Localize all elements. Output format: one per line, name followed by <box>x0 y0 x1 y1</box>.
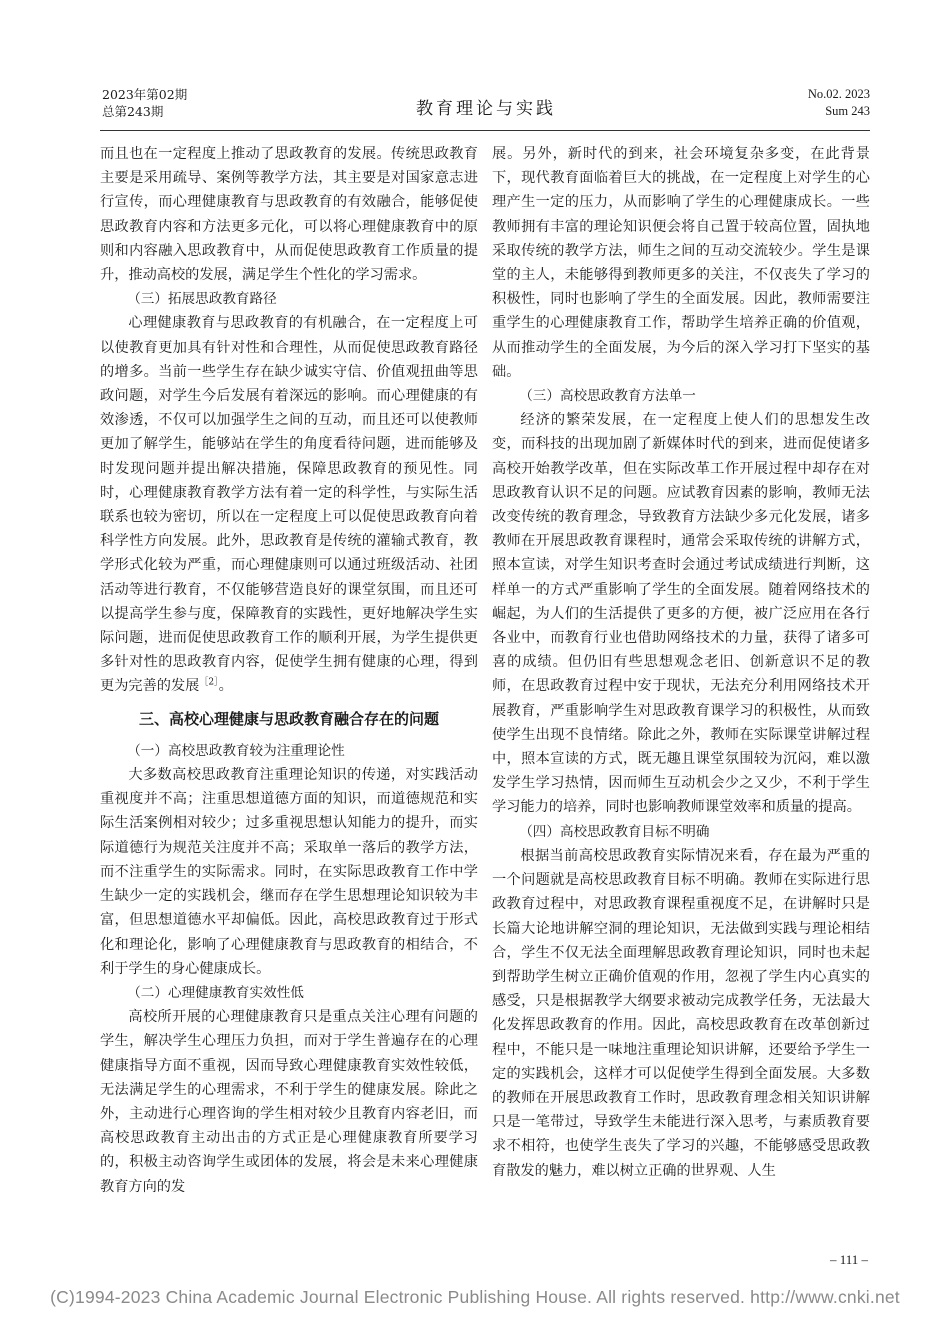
right-column <box>492 142 870 1183</box>
header-rule <box>100 130 870 131</box>
left-column <box>100 142 478 1199</box>
running-header <box>102 86 870 130</box>
total-issue: 总第243期 <box>102 104 164 119</box>
subsection-heading-effectiveness: （二）心理健康教育实效性低 <box>127 984 304 1001</box>
page-number: – 111 – <box>829 1252 868 1267</box>
issue-number-en: No.02. 2023 <box>807 87 870 101</box>
paragraph: 根据当前高校思政教育实际情况来看，存在最为严重的一个问题就是高校思政教育目标不明确。教师在实际进行思政教育过程中，对思政教育课程重视度不足，在讲解时只是长篇大论地讲解空洞的理论知识，无法做到实践与理论相结合，学生不仅无法全面理解思政教育理论知识，同时也未起到帮助学生树立正确价值观的作用，忽视了学生内心真实的感受，只是根据教学大纲要求被动完成教学任务，无法最大化发挥思政教育的作用。因此，高校思政教育在改革创新过程中，不能只是一味地注重理论知识讲解，还要给予学生一定的实践机会，这样才可以促使学生得到全面发展。大多数的教师在开展思政教育工作时，思政教育理念相关知识讲解只是一笔带过，导致学生未能进行深入思考，与素质教育要求不相符，也使学生丧失了学习的兴趣，不能够感受思政教育散发的魅力，难以树立正确的世界观、人生 <box>492 847 870 1179</box>
paragraph: 而且也在一定程度上推动了思政教育的发展。传统思政教育主要是采用疏导、案例等教学方法，其主要是对国家意志进行宣传，而心理健康教育与思政教育的有效融合，能够促使思政教育内容和方法更多元化，可以将心理健康教育中的原则和内容融入思政教育中，从而促使思政教育工作质量的提升，推动高校的发展，满足学生个性化的学习需求。 <box>100 146 478 284</box>
subsection-heading-goal: （四）高校思政教育目标不明确 <box>519 823 710 840</box>
paragraph: 经济的繁荣发展，在一定程度上使人们的思想发生改变，而科技的出现加剧了新媒体时代的到来，进而促使诸多高校开始教学改革，但在实际改革工作开展过程中却存在对思政教育认识不足的问题。应试教育因素的影响，教师无法改变传统的教育理念，导致教育方法缺少多元化发展，诸多教师在开展思政教育课程时，通常会采取传统的讲解方式，照本宣读，对学生知识考查时会通过考试成绩进行判断，这样单一的方式严重影响了学生的全面发展。随着网络技术的崛起，为人们的生活提供了更多的方便，被广泛应用在各行各业中，而教育行业也借助网络技术的力量，获得了诸多可喜的成绩。但仍旧有些思想观念老旧、创新意识不足的教师，在思政教育过程中安于现状，无法充分利用网络技术开展教育，严重影响学生对思政教育课学习的积极性，从而致使学生出现不良情绪。除此之外，教师在实际课堂讲解过程中，照本宣读的方式，既无趣且课堂氛围较为沉闷，难以激发学生学习热情，因而师生互动机会少之又少，不利于学生学习能力的培养，同时也影响教师课堂效率和质量的提高。 <box>492 412 870 816</box>
year-issue: 2023年第02期 <box>102 87 188 102</box>
copyright-footer: (C)1994-2023 China Academic Journal Electronic Publishing House. All rights reserved. http://www.cnki.net <box>50 1287 900 1307</box>
paragraph-end: 。 <box>218 678 233 695</box>
paragraph: 展。另外，新时代的到来，社会环境复杂多变，在此背景下，现代教育面临着巨大的挑战，在一定程度上对学生的心理产生一定的压力，从而影响了学生的心理健康成长。一些教师拥有丰富的理论知识便会将自己置于较高位置，固执地采取传统的教学方法，师生之间的互动交流较少。学生是课堂的主人，未能够得到教师更多的关注，不仅丧失了学习的积极性，同时也影响了学生的全面发展。因此，教师需要注重学生的心理健康教育工作，帮助学生培养正确的价值观，从而推动学生的全面发展，为今后的深入学习打下坚实的基础。 <box>492 146 870 380</box>
issue-info-en <box>808 86 870 120</box>
section-heading-problems: 三、高校心理健康与思政教育融合存在的问题 <box>138 709 439 728</box>
sum-number-en: Sum 243 <box>825 104 870 118</box>
citation-ref: ［2］ <box>199 677 219 688</box>
journal-title: 教育理论与实践 <box>416 99 556 119</box>
paragraph: 高校所开展的心理健康教育只是重点关注心理有问题的学生，解决学生心理压力负担，而对于学生普遍存在的心理健康指导方面不重视，因而导致心理健康教育实效性较低，无法满足学生的心理需求，不利于学生的健康发展。除此之外，主动进行心理咨询的学生相对较少且教育内容老旧，而高校思政教育主动出击的方式正是心理健康教育所要学习的，积极主动咨询学生或团体的发展，将会是未来心理健康教育方向的发 <box>100 1009 478 1195</box>
subsection-heading-method: （三）高校思政教育方法单一 <box>519 388 696 405</box>
subsection-heading-theory: （一）高校思政教育较为注重理论性 <box>127 742 345 759</box>
paragraph: 大多数高校思政教育注重理论知识的传递，对实践活动重视度并不高；注重思想道德方面的知识，而道德规范和实际生活案例相对较少；过多重视思想认知能力的提升，而实际道德行为规范关注度并不高；采取单一落后的教学方法，而不注重学生的实际需求。同时，在实际思政教育工作中学生缺少一定的实践机会，继而存在学生思想理论知识较为丰富，但思想道德水平却偏低。因此，高校思政教育过于形式化和理论化，影响了心理健康教育与思政教育的相结合，不利于学生的身心健康成长。 <box>100 767 478 977</box>
subsection-heading-expand-path: （三）拓展思政教育路径 <box>127 291 277 308</box>
paragraph <box>100 311 478 698</box>
paragraph-text: 心理健康教育与思政教育的有机融合，在一定程度上可以使教育更加具有针对性和合理性，从而促使思政教育路径的增多。当前一些学生存在缺少诚实守信、价值观扭曲等思政问题，对学生今后发展有着深远的影响。而心理健康的有效渗透，不仅可以加强学生之间的互动，而且还可以使教师更加了解学生，能够站在学生的角度看待问题，进而能够及时发现问题并提出解决措施，保障思政教育的预见性。同时，心理健康教育教学方法有着一定的科学性，与实际生活联系也较为密切，所以在一定程度上可以促使思政教育向着科学性方向发展。此外，思政教育是传统的灌输式教育，教学形式化较为严重，而心理健康则可以通过班级活动、社团活动等进行教育，不仅能够营造良好的课堂氛围，而且还可以提高学生参与度，保障教育的实践性，更好地解决学生实际问题，进而促使思政教育工作的顺利开展，为学生提供更多针对性的思政教育内容，促使学生拥有健康的心理，得到更为完善的发展 <box>100 315 478 695</box>
